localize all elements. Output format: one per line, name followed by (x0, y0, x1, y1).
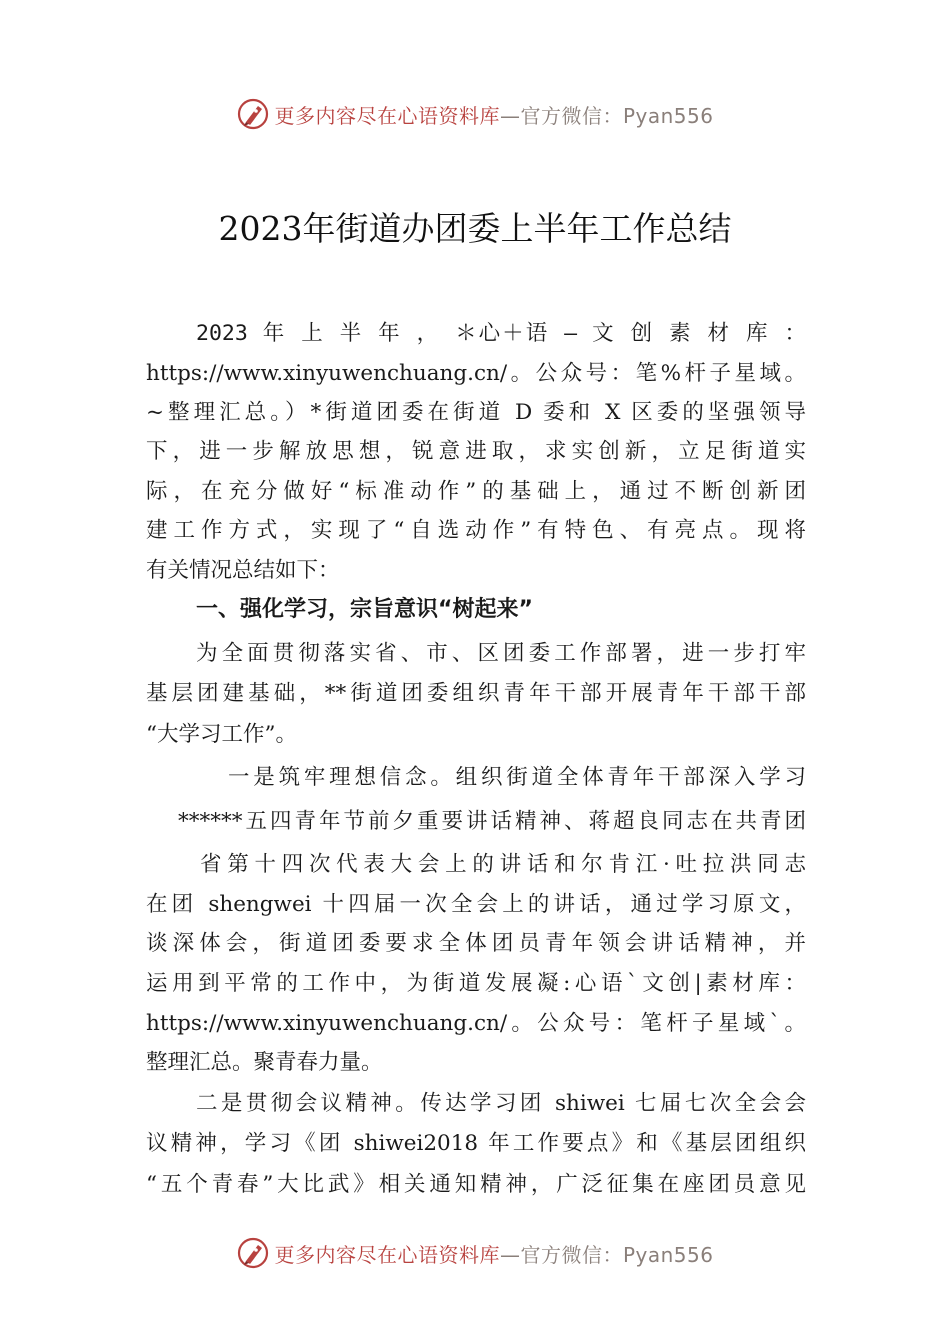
paragraph-line: 为全面贯彻落实省、市、区团委工作部署，进一步打牢 (196, 641, 806, 666)
paragraph-line: 际，在充分做好“标准动作”的基础上，通过不断创新团 (146, 479, 806, 504)
paragraph-line: 省第十四次代表大会上的讲话和尔肯江·吐拉洪同志 (200, 852, 806, 877)
paragraph-line: “大学习工作”。 (146, 722, 297, 747)
paragraph-line: 有关情况总结如下： (146, 558, 340, 583)
paragraph-line: https://www.xinyuwenchuang.cn/。公众号：笔%杆子星域。 (146, 361, 806, 386)
paragraph-line: 在团 shengwei 十四届一次全会上的讲话，通过学习原文， (146, 892, 806, 917)
paragraph-line: 整理汇总。聚青春力量。 (146, 1050, 383, 1075)
banner-wechat-id: —官方微信：Pyan556 (499, 1242, 714, 1267)
paragraph-line: https://www.xinyuwenchuang.cn/。公众号：笔杆子星域`。 (146, 1011, 806, 1036)
paragraph-line: 运用到平常的工作中，为街道发展凝:心语`文创|素材库： (146, 971, 806, 996)
paragraph-line: ~整理汇总。）*街道团委在街道 D 委和 X 区委的坚强领导 (146, 400, 806, 425)
fountain-pen-logo-icon (236, 97, 270, 131)
paragraph-line: 下，进一步解放思想，锐意进取，求实创新，立足街道实 (146, 439, 806, 464)
paragraph-line: 基层团建基础，**街道团委组织青年干部开展青年干部干部 (146, 681, 806, 706)
banner-site-name: 更多内容尽在心语资料库 (274, 1242, 500, 1267)
paragraph-line: 一是筑牢理想信念。组织街道全体青年干部深入学习 (228, 765, 806, 790)
banner-wechat-id: —官方微信：Pyan556 (499, 103, 714, 128)
paragraph-line: ******五四青年节前夕重要讲话精神、蒋超良同志在共青团 (178, 809, 806, 834)
paragraph-line: 2023 年 上 半 年 ， ＊心＋语 — 文 创 素 材 库 ： (196, 321, 806, 346)
paragraph-line: 议精神，学习《团 shiwei2018 年工作要点》和《基层团组织 (146, 1131, 806, 1156)
footer-watermark-banner (0, 1233, 950, 1273)
paragraph-line: “五个青春”大比武》相关通知精神，广泛征集在座团员意见 (146, 1172, 806, 1197)
section-heading: 一、强化学习，宗旨意识“树起来” (196, 597, 533, 622)
fountain-pen-logo-icon (236, 1236, 270, 1270)
banner-site-name: 更多内容尽在心语资料库 (274, 103, 500, 128)
header-watermark-banner (0, 94, 950, 134)
document-title: 2023年街道办团委上半年工作总结 (218, 209, 732, 248)
paragraph-line: 建工作方式，实现了“自选动作”有特色、有亮点。现将 (146, 518, 806, 543)
paragraph-line: 谈深体会，街道团委要求全体团员青年领会讲话精神，并 (146, 931, 806, 956)
paragraph-line: 二是贯彻会议精神。传达学习团 shiwei 七届七次全会会 (196, 1091, 806, 1116)
